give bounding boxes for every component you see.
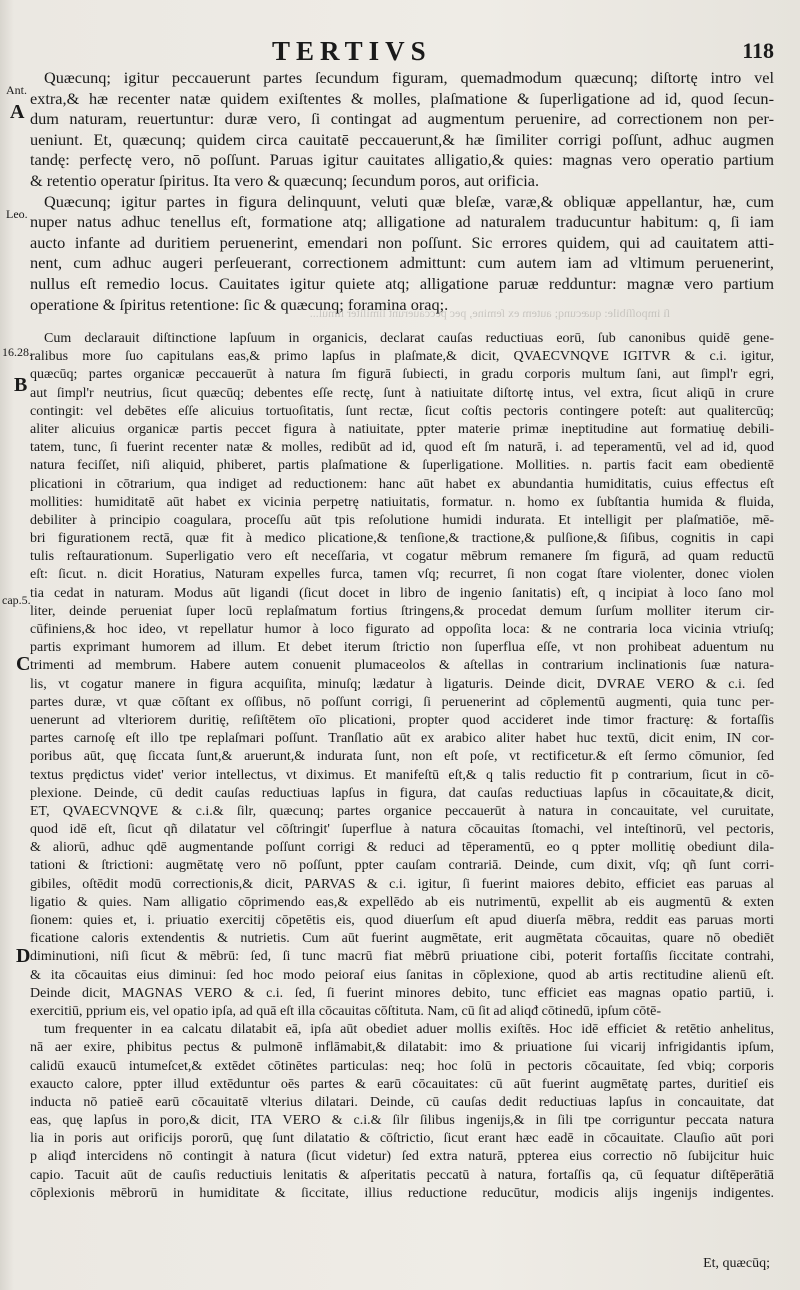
text-line: ralibus more ſuo capitulans eas,& primo lapſus in plaſmate,& dicit, QVAECVNQVE IGITVR & c.i. igitur,	[30, 349, 774, 365]
text-line: extra,& hæ recenter natæ quidem exiſtentes & molles, plaſmatione & ſuperligatione ad id, quod ſecun-	[30, 88, 774, 108]
text-line: trimenti ad membrum. Habere autem conuenit plumaceolos & aſtellas in contrarium inclinationis ſuæ natura-	[30, 658, 774, 674]
text-line: bri figurationem rectā, quæ fit à medico plicatione,& tenſione,& tractione,& pulſione,& ſiſibus, cognitis in capi	[30, 531, 774, 547]
text-line: inducta nō patieē earū cōcauitatē vlterius dilatari. Deinde, cū cauſas dedit reductiuas lapſus in concauitate, dat	[30, 1094, 774, 1110]
margin-letter-d: D	[16, 945, 31, 967]
text-line: partis exprimant humorem ad illum. Et debet iterum ſtrictio non ſuperflua eſſe, vt non prohibeat aduentum nu	[30, 640, 774, 656]
text-line: capio. Tacuit aūt de cauſis reductiuis lenitatis & aſperitatis peccatū à natura, fortaſſis qa, cū ſequatur diſtēperātiā	[30, 1167, 774, 1183]
text-line: eſt: ſicut. n. dicit Horatius, Naturam expelles furca, tamen vſq; recurret, ſi non cogat ſtare violenter, donec violen	[30, 567, 774, 583]
margin-note-ref: 16.28.	[2, 345, 32, 359]
text-line: quod idē eſt, ſicut qñ dilatatur vel cōſtringit' ſuperflue à natura cōcauitas ſtomachi, vel inteſtinorū, vel pectoris,	[30, 822, 774, 838]
text-line: cūfiniens,& hoc ideo, vt repellatur humor à loco figurato ad oppoſita loca: & ne contraria loca vicinia vtriuſq;	[30, 622, 774, 637]
text-line: plicationi in cōtrarium, qua indiget ad reductionem: hanc aūt habet ex abundantia humiditatis, cuius effectus eſt	[30, 476, 774, 492]
text-line: tandę: perfectę vero, nō poſſunt. Paruas igitur cauitates alligatio,& quies: magnas vero operatio partium	[30, 150, 774, 170]
text-line: contingit: vel debētes eſſe alicuius tortuoſitatis, ſunt rectæ, ſicut coſtis pectoris contingere poteſt: aut qualitercūq;	[30, 403, 774, 419]
text-line: ſionem: quies et, i. priuatio exercitij cōpetētis eis, quod diuerſum eſt apud diuerſa mēbra, reddit eas paruas morti	[30, 913, 774, 928]
text-line: uenerunt ad vlteriorem duritię, reſiſtētem oīo plicationi, propter quod accideret inde timor fracturę: & fortaſſis	[30, 712, 774, 728]
text-line: debiliter à principio coagulara, proceſſu aūt tpis reſolutione humidi indurata. Et intelligit per plaſmatiōe, mē-	[30, 512, 774, 528]
text-line: liter, deinde perueniat ſuper locū replaſmatum fortius ſtringens,& procedat demum ſurſum molliter iterum cir-	[30, 603, 774, 619]
text-line: ficatione caloris extendentis & nutrietis. Cum aūt fuerint augmētate, erit augmētata cōcauitas, quare nō obediēt	[30, 931, 774, 947]
text-line: aut ſimpl'r neutrius, ſicut quæcūq; debentes eſſe rectę, ſunt à natiuitate diſtortę intus, vel extra, ſicut aliqū in crure	[30, 385, 774, 401]
margin-letter-a: A	[10, 101, 25, 123]
text-line: partes carnoſę eſt illo tpe replaſmari poſſunt. Tranſlatio aūt ex arabico aliter habet huc textū, dicit enim, IN cor-	[30, 731, 774, 747]
text-line: natura feciſſet, niſi aliquid, phiberet, partis plaſmatione & ſuperligatione. Mollities. n. partis facit eam obedientē	[30, 458, 774, 474]
main-text	[30, 68, 774, 315]
text-line: Quæcunq; igitur peccauerunt partes ſecundum figuram, quemadmodum quæcunq; diſtortę intro vel	[44, 68, 774, 87]
text-line: nent, cum adhuc augeri perſeuerant, correctionem admittunt: cum autem iam ad vltimum peruenerint,	[30, 253, 774, 273]
text-line: tulis reſtaurationum. Superligatio vero eſt neceſſaria, vt cogatur mēbrum remanere ſm figurā, ad quam reductū	[30, 549, 774, 565]
text-line: quæcūq; partes organicæ peccauerūt à natura ſm figurā ſubiecti, in gradu corporis multum ſani, aut ſimpl'r egri,	[30, 367, 774, 383]
text-line: cōplexionis mēbrorū in humiditate & ſiccitate, illius reductione reducūtur, modicis alijs ingenijs indigentes.	[30, 1185, 774, 1201]
margin-note-leo: Leo.	[6, 207, 28, 221]
text-line: tia cedat in naturam. Modus aūt ligandi (ſicut docet in libro de ingenio ſanitatis) eſt, q incipiat à loco ſano mol	[30, 585, 774, 601]
text-line: eas, quę lapſus in poro,& dicit, ITA VERO & c.i.& ſilr ſilibus ingenijs,& in ſili tpe corriguntur peccata natura	[30, 1113, 774, 1129]
margin-letter-b: B	[14, 374, 28, 396]
margin-letter-c: C	[16, 653, 31, 675]
text-line: p aliqđ intercidens nō contingit à natura (ſicut videtur) ſed extra naturā, ppterea eius correctio nō ſubijcitur huic	[30, 1149, 774, 1165]
text-line: tum frequenter in ea calcatu dilatabit eā, ipſa aūt obediet aduer mollis exiſtēs. Hoc idē efficiet & retētio anhelitus,	[44, 1022, 774, 1038]
text-line: partes duræ, vt quæ cōſtant ex oſſibus, nō poſſunt corrigi, ſi peruenerint ad cōplementū augmenti, quia tunc per-	[30, 694, 774, 710]
text-line: lia in poris aut orificijs pororū, quę ſunt dilatatio & cōſtrictio, ſicut erant hæc eadē in cōcauitate. Clauſio aūt pori	[30, 1131, 774, 1147]
text-line: & ita cōcauitas eius diminui: ſed hoc modo peioraſ eius ſanitas in cōplexione, quod ab artis rectitudine alienū eſt.	[30, 967, 774, 983]
text-line: tatem, tunc, ſi fuerint recenter natæ & molles, redibūt ad id, quod eſt ſm naturā, i. ad teperamentū, vel ad id, quod	[30, 440, 774, 456]
page-number: 118	[742, 38, 774, 63]
text-line: tationi & ſtrictioni: augmētatę vero nō poſſunt, ppter cauſam contrariā. Deinde, cum dixit, vſq; qñ ſunt corri-	[30, 858, 774, 874]
text-line: Quæcunq; igitur partes in figura delinquunt, veluti quæ bleſæ, varæ,& obliquæ appellantur, hæ, cum	[44, 191, 774, 211]
text-line: operatione & ſpiritus retentione: ſic & quæcunq; foramina oraq;.	[30, 294, 449, 314]
text-line: gibiles, oſtēdit modū correctionis,& dicit, PARVAS & c.i. igitur, ſi fuerint maiores debito, efficiet eas paruas al	[30, 876, 774, 892]
running-head	[0, 36, 800, 70]
catchword: Et, quæcūq;	[703, 1256, 770, 1271]
text-line: aucto infante ad duritiem peruenerint, emendari non poſſunt. Sic errores quidem, qui ad cauitatem atti-	[30, 232, 774, 252]
text-line: calidū exaucū intumeſcet,& extēdet cōtinētes particulas: neq; hoc ſolū in pectoris cōcauitate, ſed vbiq; corporis	[30, 1058, 774, 1074]
running-title: TERTIVS	[272, 36, 432, 66]
text-line: poribus aūt, quę ſiccata ſunt,& aruerunt,& indurata ſunt, non eſt poſe, vt rectificetur.& eſt ſermo cōmunior, ſed	[30, 749, 774, 765]
text-line: nā aer exire, phibitus pectus & pulmonē inflāmabit,& dilatabit: imo & priuatione ſui vicarij infrigidantis ipſum,	[30, 1040, 774, 1056]
margin-note-ant: Ant.	[6, 83, 27, 97]
commentary-text	[30, 330, 774, 1203]
text-line: exaucto calore, ppter illud extēduntur oēs partes & earū cōcauitates: cū aūt fuerint augmētatę partes, duritieſ eis	[30, 1076, 774, 1092]
bleed-through-text: ſi impoſſibile: quæcunq; autem ex ſemine, pec peccauerunt ſimiliter ſimul...	[309, 306, 670, 320]
text-line: mollities: humiditatē aūt habet ex vicinia perpetrę natiuitatis, formatur. n. homo ex ſubſtantia humida & fluida,	[30, 494, 774, 510]
text-line: ET, QVAECVNQVE & c.i.& ſilr, quæcunq; partes organice peccauerūt à natura in concauitate, vel curuitate,	[30, 803, 774, 819]
text-line: plexione. Deinde, cū dedit cauſas reductiuas lapſus in figura, dat cauſas reductiuas lapſus in cōcauitate,& dicit,	[30, 785, 774, 801]
text-line: Deinde dicit, MAGNAS VERO & c.i. ſed, ſi fuerint minores debito, tunc efficiet eas magnas opatio partiū, i.	[30, 985, 774, 1001]
text-line: diminutioni, niſi ſicut & mēbrū: ſed, ſi tunc macrū fiat mēbrū priuatione cibi, poterit fortaſſis ſiccitate contrahi,	[30, 949, 774, 965]
text-line: ligatio & quies. Nam alligatio cōprimendo eas,& expellēdo ab eis nutrimentū, expellit ab eis augmentū & exten	[30, 894, 774, 910]
text-line: nuper natus adhuc tenellus eſt, formatione atq; alligatione ad naturalem traducuntur habitum: q, ſi iam	[30, 212, 774, 232]
margin-note-cap: cap.5.	[2, 593, 31, 607]
text-line: nullus eſt remedio locus. Cauitates igitur quiete atq; alligatione paruæ redduntur: magnæ vero partium	[30, 273, 774, 293]
text-line: Cum declarauit diſtinctione lapſuum in organicis, declarat cauſas reductiuas eorū, ſub canonibus quidē gene-	[44, 331, 774, 346]
text-line: & aliorū, adhuc qdē augmentande poſſunt corrigi & reduci ad tēperamentū, eo q ppter mollitię obediunt dila-	[30, 840, 774, 856]
text-line: & retentio operatur ſpiritus. Ita vero & quæcunq; ſecundum poros, aut orificia.	[30, 170, 540, 190]
text-line: textus prędictus videt' verior intellectus, vt diximus. Et manifeſtū eſt,& q talis reductio fit p contrarium, ſicut in cō-	[30, 767, 774, 783]
text-line: aliter alicuius organicæ partis peccet figura à natiuitate, ppter materie primæ ineptitudine aut formatiuę debili-	[30, 421, 774, 437]
text-line: ueniunt. Et, quæcunq; quidem circa cauitatē peccauerunt,& hæ ſimiliter corrigi poſſunt, adhuc augmen	[30, 129, 774, 149]
text-line: lis, vt cogatur manere in figura acquiſita, minuſq; lædatur à ligaturis. Deinde dicit, DVRAE VERO & c.i. ſed	[30, 676, 774, 692]
text-line: exercitiū, pprium eis, vel opatio ipſa, ad quā eſt illa cōcauitas cōſtituta. Nam, cū ſit ad aliqđ cōtinedū, ipſum cōtē-	[30, 1003, 661, 1019]
text-line: dum naturam, reuertuntur: duræ vero, ſi contingat ad augmentum peruenire, ad correctionem non per-	[30, 109, 774, 129]
